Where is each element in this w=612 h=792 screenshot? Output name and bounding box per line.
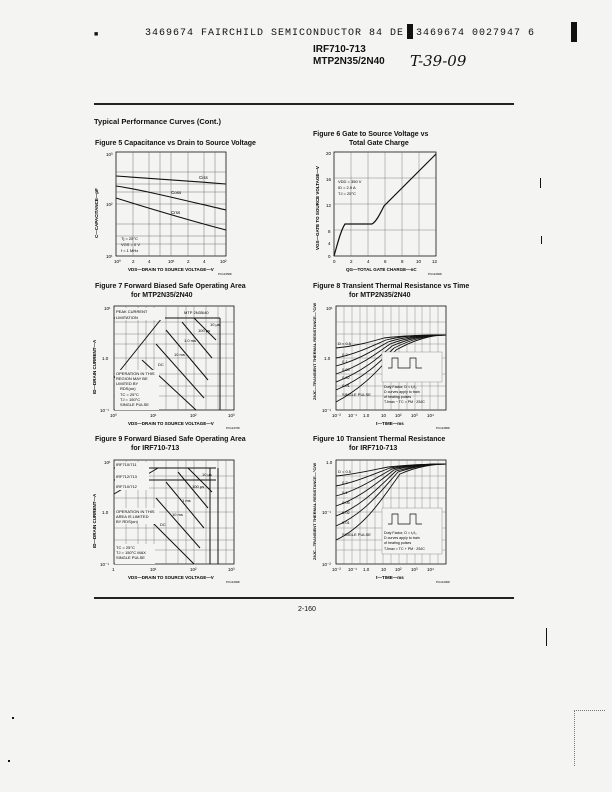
section-title: Typical Performance Curves (Cont.) — [94, 117, 221, 126]
fig7-note-4: RDS(on) — [120, 386, 136, 391]
fig10-ylabel: ZθJC—TRANSIENT THERMAL RESISTANCE—°C/W — [312, 462, 317, 560]
fig5-xtick-4: 10¹ — [168, 259, 175, 264]
fig8-duty-002: 0.02 — [342, 375, 350, 380]
fig6-xtick-0: 0 — [333, 259, 336, 264]
fig10-xtick-5: 10² — [395, 567, 402, 572]
fig5-xlabel: VDS—DRAIN TO SOURCE VOLTAGE—V — [128, 267, 214, 272]
fig9-xtick-4: 10³ — [228, 567, 235, 572]
fig7-xtick-3: 10² — [190, 413, 197, 418]
fig7-label-dc: DC — [158, 362, 164, 367]
fig8-ytick-2: 1.0 — [324, 356, 331, 361]
fig6-chart — [310, 146, 450, 276]
fig8-single-pulse: SINGLE PULSE — [342, 392, 371, 397]
fig5-xtick-2: 2 — [132, 259, 135, 264]
fig7-xlabel: VDS—DRAIN TO SOURCE VOLTAGE—V — [128, 421, 214, 426]
fig6-ytick-8: 8 — [328, 229, 331, 234]
fig9-xtick-1: 1 — [112, 567, 115, 572]
fig8-ytick-1: 10¹ — [326, 306, 333, 311]
fig9-label-10us: 10 μs — [202, 472, 212, 477]
fig7-label-100us: 100 μs — [198, 328, 211, 333]
fig10-code: PC11400F — [436, 580, 451, 584]
fig5-cond-3: f = 1 MHz — [121, 248, 139, 253]
fig9-note-2: AREA IS LIMITED — [116, 514, 149, 519]
fig5-curve-coss: Coss — [171, 190, 182, 195]
fig6-ytick-4: 4 — [328, 241, 331, 246]
fig7-label-10ms: 10 ms — [174, 352, 185, 357]
fig5-ytick-1: 10³ — [106, 152, 113, 157]
top-rule — [94, 103, 514, 105]
fig7-code: PC11370F — [226, 426, 241, 430]
scan-mark — [540, 178, 541, 188]
fig9-label-1ms: 1 ms — [182, 498, 191, 503]
fig7-label-device: MTP 2N35/40 — [184, 310, 209, 315]
scan-mark — [8, 760, 10, 762]
header-bar — [407, 24, 413, 39]
fig9-xtick-2: 10¹ — [150, 567, 157, 572]
fig8-xtick-2: 10⁻¹ — [348, 413, 357, 418]
fig9-note-5: TJ = 150°C MAX — [116, 550, 146, 555]
fig10-duty-02: 0.2 — [342, 480, 348, 485]
part-number-1: IRF710-713 — [313, 44, 366, 55]
fig10-note-1: Duty Factor, D = t₁/t₂ — [384, 531, 417, 535]
fig7-ytick-1: 10¹ — [104, 306, 111, 311]
fig9-note-6: SINGLE PULSE — [116, 555, 145, 560]
fig10-duty-01: 0.1 — [342, 490, 348, 495]
fig6-title: Figure 6 Gate to Source Voltage vs — [313, 131, 429, 138]
header-de: DE — [390, 28, 405, 39]
fig5-ylabel: C—CAPACITANCE—pF — [94, 188, 99, 238]
fig7-note-3: LIMITED BY — [116, 381, 139, 386]
fig9-ylabel: ID—DRAIN CURRENT—A — [92, 493, 97, 548]
fig10-xtick-2: 10⁻¹ — [348, 567, 357, 572]
bottom-rule — [94, 597, 514, 599]
fig10-xtick-3: 1.0 — [363, 567, 370, 572]
scan-mark — [546, 628, 547, 646]
fig10-ytick-2: 10⁻¹ — [322, 510, 331, 515]
fig5-chart — [88, 148, 238, 276]
fig7-note-5: TC = 25°C — [120, 392, 139, 397]
fig10-single-pulse: SINGLE PULSE — [342, 532, 371, 537]
fig10-xtick-6: 10³ — [411, 567, 418, 572]
fig8-ytick-3: 10⁻¹ — [322, 408, 331, 413]
fig10-note-4: TJmax = TC + PM · ZθJC — [384, 547, 425, 551]
fig6-cond-2: ID = 2.0 A — [338, 185, 356, 190]
fig9-title: Figure 9 Forward Biased Safe Operating Area — [95, 436, 246, 443]
fig7-chart — [86, 300, 246, 430]
fig9-xtick-3: 10² — [190, 567, 197, 572]
fig8-title2: for MTP2N35/2N40 — [349, 292, 411, 299]
fig8-xtick-4: 10 — [381, 413, 387, 418]
fig5-xtick-3: 4 — [148, 259, 151, 264]
scan-mark — [12, 717, 14, 719]
fig9-ytick-1: 10¹ — [104, 460, 111, 465]
fig5-ytick-2: 10² — [106, 202, 113, 207]
fig5-ytick-3: 10¹ — [106, 254, 113, 259]
fig7-ytick-2: 1.0 — [102, 356, 109, 361]
fig5-curve-ciss: Ciss — [199, 175, 208, 180]
fig7-label-10us: 10 μs — [210, 322, 220, 327]
fig9-code: PC11390F — [226, 580, 241, 584]
fig7-note-7: SINGLE PULSE — [120, 402, 149, 407]
fig7-note-6: TJ = 150°C — [120, 397, 141, 402]
fig5-code: PC11350F — [218, 272, 233, 276]
bullet-mark: ■ — [94, 31, 100, 39]
fig8-xtick-1: 10⁻² — [332, 413, 341, 418]
fig6-ylabel: VGS—GATE TO SOURCE VOLTAGE—V — [315, 166, 320, 250]
fig6-ytick-20: 20 — [326, 151, 332, 156]
fig7-xtick-1: 10⁰ — [110, 413, 117, 418]
fig7-label-peak: PEAK CURRENT — [116, 309, 148, 314]
fig10-xlabel: t—TIME—ms — [376, 575, 404, 580]
fig8-xtick-6: 10³ — [411, 413, 418, 418]
fig6-xtick-6: 6 — [384, 259, 387, 264]
header-line: 3469674 FAIRCHILD SEMICONDUCTOR 84 — [145, 28, 384, 39]
fig6-ytick-12: 12 — [326, 203, 332, 208]
fig6-xtick-10: 10 — [416, 259, 422, 264]
fig9-label-100us: 100 μs — [192, 484, 205, 489]
fig8-ylabel: ZθJC—TRANSIENT THERMAL RESISTANCE—°C/W — [312, 302, 317, 400]
fig8-duty-005: 0.05 — [342, 367, 350, 372]
header-code: 3469674 0027947 6 — [416, 28, 536, 39]
fig6-cond-1: VDD = 350 V — [338, 179, 362, 184]
fig5-curve-crss: Crss — [171, 210, 181, 215]
fig5-xtick-5: 2 — [187, 259, 190, 264]
fig5-cond-2: VGS = 0 V — [121, 242, 141, 247]
fig9-label-irf710-711: IRF710/711 — [116, 462, 137, 467]
fig7-title: Figure 7 Forward Biased Safe Operating Area — [95, 283, 246, 290]
part-number-2: MTP2N35/2N40 — [313, 56, 385, 67]
fig9-label-10ms: 10 ms — [172, 512, 183, 517]
fig7-label-1ms: 1.0 ms — [184, 338, 197, 343]
fig9-ytick-2: 1.0 — [102, 510, 109, 515]
scan-mark — [541, 236, 542, 244]
fig6-xtick-4: 4 — [367, 259, 370, 264]
fig10-xtick-4: 10 — [381, 567, 387, 572]
fig6-title2: Total Gate Charge — [349, 140, 409, 147]
fig8-duty-02: 0.2 — [342, 352, 348, 357]
fig10-duty-005: 0.05 — [342, 500, 350, 505]
fig7-xtick-2: 10¹ — [150, 413, 157, 418]
fig9-xlabel: VDS—DRAIN TO SOURCE VOLTAGE—V — [128, 575, 214, 580]
fig7-note-1: OPERATION IN THIS — [116, 371, 155, 376]
header-end-bar — [571, 22, 577, 42]
fig6-ytick-16: 16 — [326, 177, 332, 182]
fig9-note-3: BY RDS(on) — [116, 519, 138, 524]
handwritten-note: T-39-09 — [410, 52, 467, 70]
fig6-xtick-12: 12 — [432, 259, 438, 264]
fig7-note-2: REGION MAY BE — [116, 376, 148, 381]
fig7-ylabel: ID—DRAIN CURRENT—A — [92, 339, 97, 394]
fig9-note-4: TC = 25°C — [116, 545, 135, 550]
fig10-note-3: of heating pulses — [384, 541, 412, 545]
fig8-xtick-3: 1.0 — [363, 413, 370, 418]
fig5-xtick-1: 10⁰ — [114, 259, 121, 264]
fig10-ytick-3: 10⁻² — [322, 562, 331, 567]
fig8-duty-001: 0.01 — [342, 383, 350, 388]
fig6-xtick-8: 8 — [401, 259, 404, 264]
fig8-duty-01: 0.1 — [342, 359, 348, 364]
fig6-code: PC11360F — [428, 272, 443, 276]
scan-artifact-corner — [574, 710, 605, 766]
fig7-title2: for MTP2N35/2N40 — [131, 292, 193, 299]
fig10-xtick-7: 10⁴ — [427, 567, 434, 572]
fig5-xtick-7: 10² — [220, 259, 227, 264]
fig5-xtick-6: 4 — [203, 259, 206, 264]
fig8-chart — [306, 300, 456, 430]
fig7-ytick-3: 10⁻¹ — [100, 408, 109, 413]
fig10-title: Figure 10 Transient Thermal Resistance — [313, 436, 446, 443]
fig10-note-2: D curves apply to train — [384, 536, 420, 540]
fig5-cond-1: Tj = 25°C — [121, 236, 138, 241]
fig8-duty-05: D = 0.5 — [338, 341, 352, 346]
fig8-xlabel: t—TIME—ms — [376, 421, 404, 426]
fig10-duty-05: D = 0.5 — [338, 469, 352, 474]
fig10-duty-001: 0.01 — [342, 520, 350, 525]
fig8-title: Figure 8 Transient Thermal Resistance vs Time — [313, 283, 470, 290]
fig8-note-1: Duty Factor, D = t₁/t₂ — [384, 385, 417, 389]
fig6-xtick-2: 2 — [350, 259, 353, 264]
fig10-ytick-1: 1.0 — [326, 460, 333, 465]
fig9-note-1: OPERATION IN THIS — [116, 509, 155, 514]
fig8-note-4: TJmax − TC = PM · ZθJC — [384, 400, 425, 404]
fig10-duty-002: 0.02 — [342, 510, 350, 515]
fig9-label-dc: DC — [160, 522, 166, 527]
fig10-xtick-1: 10⁻² — [332, 567, 341, 572]
fig8-xtick-7: 10⁴ — [427, 413, 434, 418]
fig10-chart — [306, 454, 456, 584]
fig7-xtick-4: 10³ — [228, 413, 235, 418]
page-number: 2-160 — [298, 606, 316, 613]
fig6-xlabel: QG—TOTAL GATE CHARGE—nC — [346, 267, 417, 272]
fig10-title2: for IRF710-713 — [349, 445, 398, 452]
fig9-label-irf712-713: IRF712/713 — [116, 474, 137, 479]
fig9-ytick-3: 10⁻¹ — [100, 562, 109, 567]
fig9-label-irf710-712: IRF710/712 — [116, 484, 137, 489]
fig9-chart — [86, 454, 246, 584]
fig5-title: Figure 5 Capacitance vs Drain to Source Voltage — [95, 140, 256, 147]
fig9-title2: for IRF710-713 — [131, 445, 180, 452]
fig6-cond-3: TJ = 25°C — [338, 191, 356, 196]
fig8-code: PC11380F — [436, 426, 451, 430]
fig6-ytick-0: 0 — [328, 254, 331, 259]
fig8-note-3: of heating pulses — [384, 395, 412, 399]
fig7-label-limitation: LIMITATION — [116, 315, 138, 320]
fig8-xtick-5: 10² — [395, 413, 402, 418]
fig8-note-2: D curves apply to train — [384, 390, 420, 394]
